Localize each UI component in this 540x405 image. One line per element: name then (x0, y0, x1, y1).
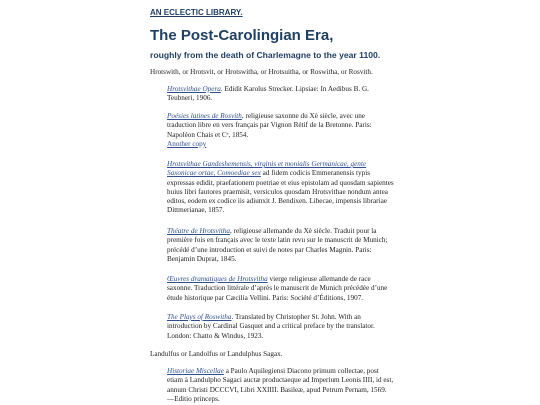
entry-details: vierge religieuse allemande de race saxonne. Traduction littérale d’après le manuscrit de Munich précédée d’une étude historique par Cæcilia Vellini. Paris: Société d’Éditions, 1907. (167, 275, 388, 302)
bibliography-entry (167, 275, 395, 303)
entry-details: , religieuse saxonne du Xè siècle, avec une traduction libre en vers français par Vignon Rétif de la Bretonne. Paris: Napoléon Chais et Cᵉ, 1854. (167, 112, 372, 139)
library-home-link[interactable]: AN ECLECTIC LIBRARY (150, 8, 241, 17)
author-heading: Hrotswith, or Hrotsvit, or Hrotswitha, or Hrotsuitha, or Roswitha, or Rosvith. (150, 68, 373, 76)
entry-details: . Edidit Karolus Strecker. Lipsiae: In Aedibus B. G. Teubneri, 1906. (167, 85, 369, 103)
work-link[interactable]: Historiae Miscellae (167, 367, 224, 375)
another-copy-link[interactable]: Another copy (167, 139, 207, 148)
work-link[interactable]: Théatre de Hrotsvitha (167, 227, 230, 235)
bibliography-entry (167, 313, 395, 341)
header-period: . (240, 8, 243, 17)
bibliography-entry (167, 367, 395, 404)
entry-details: ad fidem codicis Emmeranensis typis expressas edidit, praefationem poetriae et eius epistolam ad quosdam sapientes huius libri fautores praemisit, versiculos quosdam Hrotsvithae nondum antea editos, eodem ex codice iis adiunxit J. Bendixen. Libecae, impensis librariae Dittmerianae, 1857. (167, 169, 394, 215)
work-link[interactable]: The Plays of Roswitha (167, 313, 232, 321)
author-heading: Landulfus or Landolfus or Landulphus Sagax. (150, 350, 283, 358)
bibliography-entry (167, 160, 395, 216)
work-link[interactable]: Hrotsvithae Opera (167, 85, 221, 93)
page-subtitle: roughly from the death of Charlemagne to the year 1100. (150, 50, 381, 60)
work-link[interactable]: Poésies latines de Rosvith (167, 112, 242, 120)
site-header (150, 8, 243, 17)
entry-details: . Translated by Christopher St. John. With an introduction by Cardinal Gasquet and a critical preface by the translator. London: Chatto & Windus, 1923. (167, 313, 375, 340)
bibliography-entry (167, 112, 395, 149)
work-link[interactable]: Hrotsvithae Gandeshemensis, virginis et monialis Germanicae, gente Saxonicae ortae, Comoediae sex (167, 160, 367, 178)
work-link[interactable]: Œuvres dramatiques de Hrotsvitha (167, 275, 268, 283)
entry-details: , religieuse allemande du Xè siècle. Traduit pour la première fois en français avec le texte latin revu sur le manuscrit de Munich; précédé d’une introduction et suivi de notes par Charles Magnin. Paris: Benjamin Duprat, 1845. (167, 227, 388, 263)
entry-details: a Paulo Aquilegiensi Diacono primum collectae, post etiam à Landulpho Sagaci auctæ productaeque ad Imperium Leonis IIII, id est, annum Christi DCCCVI, Libri XXIIII. Basileæ, apud Petrum Pernam, 1569. —Editio princeps. (167, 367, 394, 403)
bibliography-entry (167, 85, 395, 104)
page-title: The Post-Carolingian Era, (150, 27, 334, 44)
bibliography-entry (167, 227, 395, 264)
